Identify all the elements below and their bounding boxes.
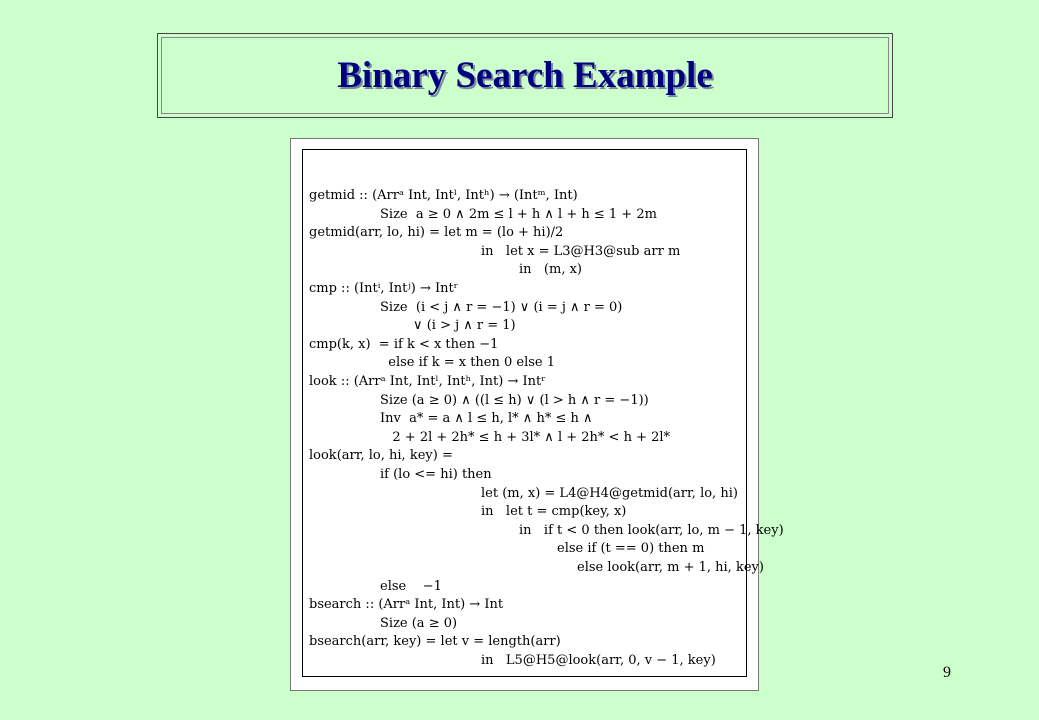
code-line: cmp(k, x) = if k < x then −1	[309, 336, 499, 352]
code-figure	[290, 138, 784, 691]
code-line: cmp :: (Intⁱ, Intʲ) → Intʳ	[309, 281, 459, 296]
code-line: Inv a* = a ∧ l ≤ h, l* ∧ h* ≤ h ∧	[380, 411, 593, 427]
code-line: Size a ≥ 0 ∧ 2m ≤ l + h ∧ l + h ≤ 1 + 2m	[380, 206, 657, 222]
code-line: in let t = cmp(key, x)	[481, 504, 627, 520]
code-line: getmid :: (Arrᵃ Int, Intˡ, Intʰ) → (Intᵐ, Int)	[309, 188, 578, 203]
code-line: getmid(arr, lo, hi) = let m = (lo + hi)/2	[309, 225, 564, 241]
code-line: bsearch :: (Arrᵃ Int, Int) → Int	[309, 597, 504, 613]
code-line: look :: (Arrᵃ Int, Intˡ, Intʰ, Int) → Intʳ	[309, 374, 546, 389]
code-line: look(arr, lo, hi, key) =	[309, 448, 453, 464]
code-line: else if k = x then 0 else 1	[380, 355, 556, 371]
slide-title-box	[157, 33, 893, 118]
code-line: Size (a ≥ 0) ∧ ((l ≤ h) ∨ (l > h ∧ r = −1))	[380, 392, 649, 408]
code-line: else look(arr, m + 1, hi, key)	[577, 560, 764, 575]
code-line: ∨ (i > j ∧ r = 1)	[380, 318, 516, 334]
code-line: in let x = L3@H3@sub arr m	[481, 243, 681, 259]
code-line: Size (i < j ∧ r = −1) ∨ (i = j ∧ r = 0)	[380, 299, 623, 315]
code-line: bsearch(arr, key) = let v = length(arr)	[309, 634, 561, 650]
code-line: 2 + 2l + 2h* ≤ h + 3l* ∧ l + 2h* < h + 2l*	[380, 429, 671, 445]
code-line: let (m, x) = L4@H4@getmid(arr, lo, hi)	[481, 485, 738, 501]
code-line: else if (t == 0) then m	[557, 541, 705, 557]
code-line: Size (a ≥ 0)	[380, 615, 458, 631]
code-frame	[302, 149, 784, 677]
code-line: if (lo <= hi) then	[380, 467, 492, 482]
code-line: in L5@H5@look(arr, 0, v − 1, key)	[481, 653, 716, 668]
code-line: else −1	[380, 578, 442, 594]
code-line: in if t < 0 then look(arr, lo, m − 1, key)	[519, 522, 784, 538]
slide-title: Binary Search Example	[337, 55, 713, 96]
page-number: 9	[943, 664, 951, 681]
code-line: in (m, x)	[519, 262, 582, 278]
